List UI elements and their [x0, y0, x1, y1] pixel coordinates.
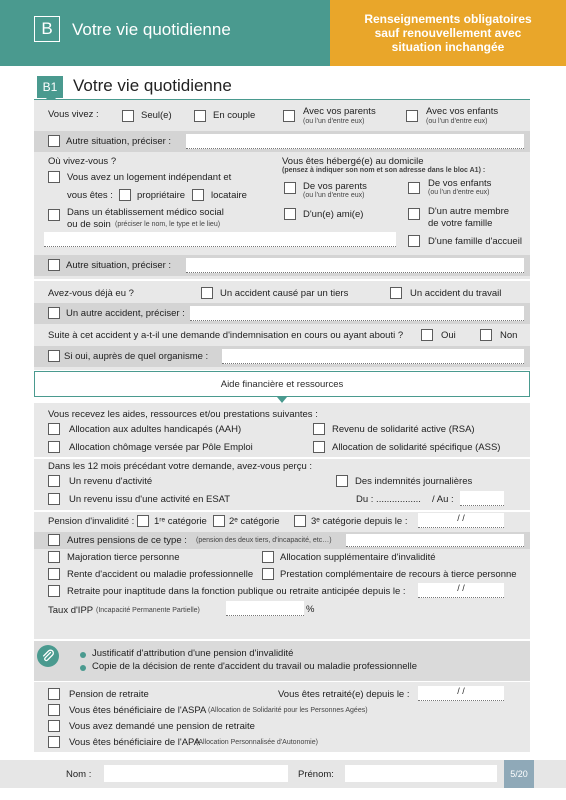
category-2-label: 2ᵉ catégorie [229, 516, 280, 527]
third-party-accident-label: Un accident causé par un tiers [220, 288, 349, 299]
institution-field[interactable] [44, 232, 396, 247]
incapacity-retirement-checkbox[interactable] [48, 585, 60, 597]
other-living-label: Autre situation, préciser : [66, 136, 172, 147]
institution-label-1: Dans un établissement médico social [67, 207, 224, 218]
aah-checkbox[interactable] [48, 423, 60, 435]
compensation-no-checkbox[interactable] [480, 329, 492, 341]
resources-intro: Vous recevez les aides, ressources et/ou prestations suivantes : [48, 409, 318, 420]
other-pensions-note: (pension des deux tiers, d'incapacité, etc…) [196, 537, 332, 544]
hosted-friend-label: D'un(e) ami(e) [303, 209, 364, 220]
category-2-checkbox[interactable] [213, 515, 225, 527]
with-parents-label: Avec vos parents [303, 106, 376, 117]
mandatory-notice-text: Renseignements obligatoires sauf renouvellement avec situation inchangée [364, 12, 532, 54]
with-children-label: Avec vos enfants [426, 106, 499, 117]
hosted-family-member-checkbox[interactable] [408, 208, 420, 220]
hosted-friend-checkbox[interactable] [284, 208, 296, 220]
last-name-label: Nom : [66, 769, 92, 780]
section-badge: B1 [37, 76, 63, 98]
hosted-children-label: De vos enfants [428, 178, 492, 189]
own-housing-label: Vous avez un logement indépendant et [67, 172, 232, 183]
complementary-benefit-checkbox[interactable] [262, 568, 274, 580]
tenant-label: locataire [211, 190, 247, 201]
first-name-label: Prénom: [298, 769, 334, 780]
other-living-checkbox[interactable] [48, 135, 60, 147]
organism-field[interactable] [222, 349, 524, 364]
compensation-question: Suite à cet accident y a-t-il une demande d'indemnisation en cours ou ayant abouti ? [48, 330, 404, 341]
with-children-note: (ou l'un d'entre eux) [426, 118, 488, 125]
occupational-annuity-label: Rente d'accident ou maladie professionnelle [67, 569, 254, 580]
other-where-checkbox[interactable] [48, 259, 60, 271]
mandatory-notice [330, 0, 566, 66]
couple-label: En couple [213, 110, 256, 121]
retired-since-label: Vous êtes retraité(e) depuis le : [278, 689, 410, 700]
section-title: Votre vie quotidienne [73, 76, 232, 95]
financial-aid-header: Aide financière et ressources [34, 371, 530, 397]
hosted-children-note: (ou l'un d'entre eux) [428, 189, 490, 196]
ipp-field[interactable] [226, 601, 304, 616]
couple-checkbox[interactable] [194, 110, 206, 122]
ipp-note: (Incapacité Permanente Partielle) [96, 607, 200, 614]
ass-label: Allocation de solidarité spécifique (ASS) [332, 442, 501, 453]
institution-checkbox[interactable] [48, 209, 60, 221]
category-1-label: 1ʳᵉ catégorie [154, 516, 207, 527]
attachment-item-2: Copie de la décision de rente d'accident du travail ou maladie professionnelle [92, 661, 418, 672]
alone-label: Seul(e) [141, 110, 172, 121]
apa-label: Vous êtes bénéficiaire de l'APA [69, 737, 201, 748]
page-number: 5/20 [504, 760, 534, 788]
hosted-label: Vous êtes hébergé(e) au domicile [282, 156, 424, 167]
compensation-no-label: Non [500, 330, 518, 341]
category-3-label: 3ᵉ catégorie depuis le : [311, 516, 408, 527]
category-3-date-field[interactable]: / / [418, 513, 504, 528]
paperclip-icon [37, 645, 59, 667]
rsa-label: Revenu de solidarité active (RSA) [332, 424, 475, 435]
header-title: Votre vie quotidienne [72, 20, 231, 39]
daily-allowance-label: Des indemnités journalières [355, 476, 473, 487]
ipp-label: Taux d'IPP [48, 605, 94, 616]
other-where-field[interactable] [186, 258, 524, 273]
rsa-checkbox[interactable] [313, 423, 325, 435]
disability-pension-label: Pension d'invalidité : [48, 516, 135, 527]
with-parents-note: (ou l'un d'entre eux) [303, 118, 365, 125]
foster-family-label: D'une famille d'accueil [428, 236, 522, 247]
retirement-pension-label: Pension de retraite [69, 689, 149, 700]
owner-checkbox[interactable] [119, 189, 131, 201]
esat-income-label: Un revenu issu d'une activité en ESAT [69, 494, 231, 505]
apa-note: (Allocation Personnalisée d'Autonomie) [196, 739, 318, 746]
complementary-benefit-label: Prestation complémentaire de recours à tierce personne [280, 569, 517, 580]
other-living-field[interactable] [186, 134, 524, 149]
owner-label: propriétaire [137, 190, 186, 201]
divider [34, 457, 530, 459]
other-pensions-field[interactable] [346, 534, 524, 547]
institution-note: (préciser le nom, le type et le lieu) [115, 221, 221, 228]
third-party-increase-label: Majoration tierce personne [67, 552, 180, 563]
compensation-yes-checkbox[interactable] [421, 329, 433, 341]
other-where-label: Autre situation, préciser : [66, 260, 172, 271]
retired-since-date-field[interactable]: / / [418, 686, 504, 701]
other-accident-checkbox[interactable] [48, 307, 60, 319]
incapacity-retirement-label: Retraite pour inaptitude dans la fonction publique ou retraite anticipée depuis le : [67, 586, 406, 597]
you-are-label: vous êtes : [67, 190, 113, 201]
unemployment-checkbox[interactable] [48, 441, 60, 453]
institution-label-2: ou de soin [67, 219, 111, 230]
occupational-annuity-checkbox[interactable] [48, 568, 60, 580]
divider [34, 279, 530, 281]
first-name-field[interactable] [345, 765, 497, 782]
with-children-checkbox[interactable] [406, 110, 418, 122]
category-1-checkbox[interactable] [137, 515, 149, 527]
organism-label: Si oui, auprès de quel organisme : [64, 351, 209, 362]
third-party-increase-checkbox[interactable] [48, 551, 60, 563]
ipp-percent-sign: % [306, 604, 315, 615]
hosted-family-member-label-2: de votre famille [428, 218, 493, 229]
hosted-parents-checkbox[interactable] [284, 182, 296, 194]
accident-label: Avez-vous déjà eu ? [48, 288, 134, 299]
own-housing-checkbox[interactable] [48, 171, 60, 183]
where-label: Où vivez-vous ? [48, 156, 117, 167]
foster-family-checkbox[interactable] [408, 235, 420, 247]
other-pensions-checkbox[interactable] [48, 534, 60, 546]
organism-checkbox[interactable] [48, 350, 60, 362]
activity-income-checkbox[interactable] [48, 475, 60, 487]
bullet [80, 665, 86, 671]
aspa-note: (Allocation de Solidarité pour les Personnes Agées) [208, 707, 368, 714]
activity-income-label: Un revenu d'activité [69, 476, 153, 487]
ass-checkbox[interactable] [313, 441, 325, 453]
supplementary-allowance-checkbox[interactable] [262, 551, 274, 563]
to-date-label: / Au : [432, 494, 454, 505]
supplementary-allowance-label: Allocation supplémentaire d'invalidité [280, 552, 436, 563]
hosted-children-checkbox[interactable] [408, 182, 420, 194]
with-parents-checkbox[interactable] [283, 110, 295, 122]
tenant-checkbox[interactable] [192, 189, 204, 201]
other-pensions-label: Autres pensions de ce type : [67, 535, 187, 546]
esat-income-checkbox[interactable] [48, 493, 60, 505]
incapacity-retirement-date-field[interactable]: / / [418, 583, 504, 598]
last-name-field[interactable] [104, 765, 288, 782]
retirement-pension-checkbox[interactable] [48, 688, 60, 700]
living-label: Vous vivez : [48, 109, 99, 120]
other-accident-label: Un autre accident, préciser : [66, 308, 185, 319]
aah-label: Allocation aux adultes handicapés (AAH) [69, 424, 242, 435]
unemployment-label: Allocation chômage versée par Pôle Emploi [69, 442, 253, 453]
from-date-label: Du : ................. [356, 494, 421, 505]
compensation-yes-label: Oui [441, 330, 456, 341]
hosted-note: (pensez à indiquer son nom et son adresse dans le bloc A1) : [282, 167, 486, 174]
divider [34, 510, 530, 512]
third-party-accident-checkbox[interactable] [201, 287, 213, 299]
pension-requested-label: Vous avez demandé une pension de retraite [69, 721, 255, 732]
twelve-months-label: Dans les 12 mois précédant votre demande, avez-vous perçu : [48, 461, 313, 472]
aspa-label: Vous êtes bénéficiaire de l'ASPA [69, 705, 207, 716]
to-date-field[interactable] [460, 491, 504, 506]
bullet [80, 652, 86, 658]
pension-requested-checkbox[interactable] [48, 720, 60, 732]
work-accident-label: Un accident du travail [410, 288, 502, 299]
other-accident-field[interactable] [190, 306, 524, 321]
hosted-parents-label: De vos parents [303, 181, 367, 192]
category-3-checkbox[interactable] [294, 515, 306, 527]
hosted-family-member-label-1: D'un autre membre [428, 206, 510, 217]
attachment-item-1: Justificatif d'attribution d'une pension d'invalidité [92, 648, 294, 659]
section-letter: B [34, 16, 60, 42]
hosted-parents-note: (ou l'un d'entre eux) [303, 192, 365, 199]
apa-checkbox[interactable] [48, 736, 60, 748]
alone-checkbox[interactable] [122, 110, 134, 122]
work-accident-checkbox[interactable] [390, 287, 402, 299]
aspa-checkbox[interactable] [48, 704, 60, 716]
daily-allowance-checkbox[interactable] [336, 475, 348, 487]
